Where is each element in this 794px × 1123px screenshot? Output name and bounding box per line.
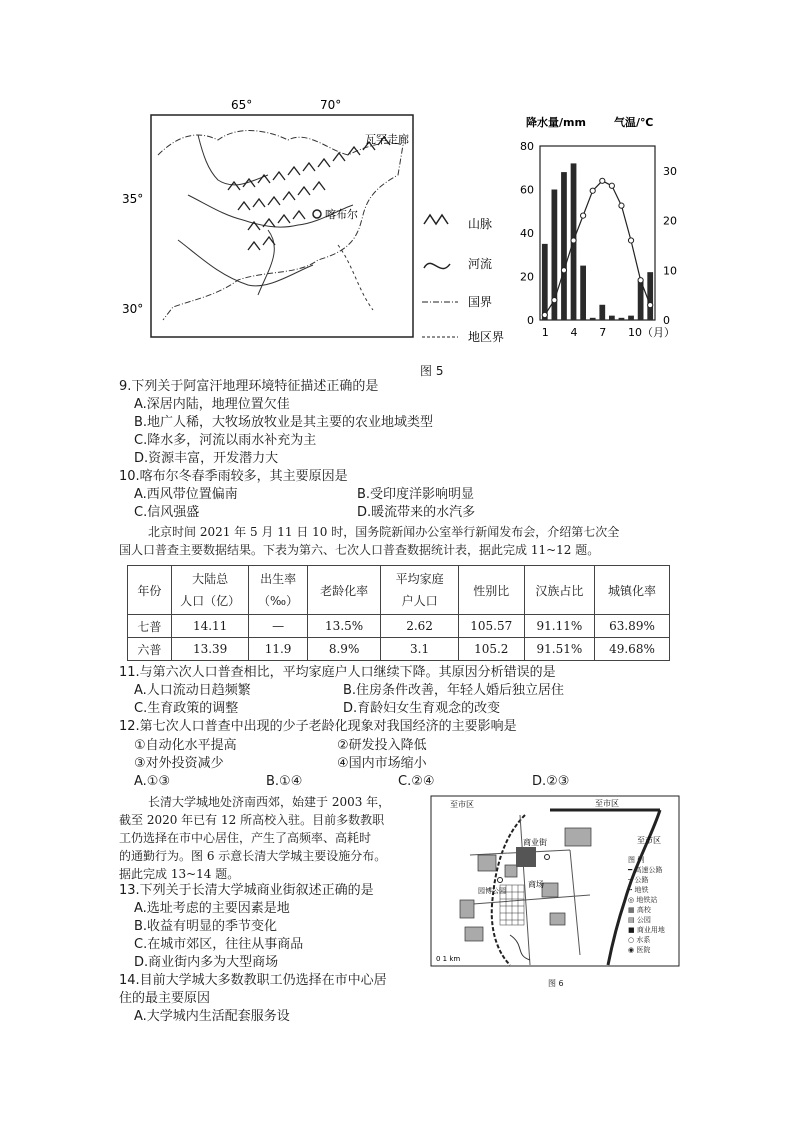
legend-river: 河流	[468, 257, 493, 271]
table-cell: 13.5%	[307, 615, 381, 638]
temp-tick-label: 0	[663, 314, 670, 327]
table-cell: 13.39	[171, 638, 249, 661]
kabul-marker	[313, 210, 321, 218]
legend-hospital: ◉ 医院	[628, 946, 651, 954]
precip-bar	[647, 272, 653, 320]
park-label: 园博公园	[478, 887, 506, 895]
temp-tick-label: 10	[663, 264, 677, 278]
temperature-point	[628, 238, 633, 243]
q9-option-a[interactable]: A.深居内陆，地理位置欠佳	[134, 397, 290, 412]
national-border	[158, 131, 403, 320]
q13-stem: 13.下列关于长清大学城商业街叙述正确的是	[119, 883, 374, 898]
legend-river-icon	[424, 263, 450, 268]
col-header-household-size: 平均家庭 户人口	[381, 566, 458, 615]
month-tick-label: 1	[541, 326, 549, 339]
table-cell: 11.9	[249, 638, 307, 661]
census-intro-line1: 北京时间 2021 年 5 月 11 日 10 时，国务院新闻办公室举行新闻发布会，介绍第七次全	[148, 525, 620, 539]
q11-option-c[interactable]: C.生育政策的调整	[134, 701, 239, 716]
table-cell: 105.2	[458, 638, 524, 661]
temp-tick-label: 20	[663, 214, 677, 228]
q12-item-1: ①自动化水平提高	[134, 738, 237, 753]
univ-intro-line3: 工仍选择在市中心居住，产生了高频率、高耗时	[119, 831, 372, 845]
street-label: 商业街	[523, 838, 547, 847]
q14-stem-line2: 住的最主要原因	[119, 991, 211, 1006]
precip-bar	[561, 172, 567, 320]
region-boundary	[338, 245, 373, 310]
col-header-population: 大陆总 人口（亿）	[171, 566, 249, 615]
table-cell: 3.1	[381, 638, 458, 661]
legend-mountain-icon	[424, 215, 448, 224]
univ-intro-line4: 的通勤行为。图 6 示意长清大学城主要设施分布。	[119, 849, 387, 863]
temperature-point	[552, 298, 557, 303]
q9-option-d[interactable]: D.资源丰富，开发潜力大	[134, 451, 279, 466]
q10-option-c[interactable]: C.信风强盛	[134, 505, 200, 520]
to-city-label-2: 至市区	[595, 799, 619, 808]
commercial-block	[516, 847, 536, 867]
table-cell: 91.11%	[524, 615, 594, 638]
legend-metro-station: ◎ 地铁站	[628, 896, 658, 904]
shop-label: 商场	[528, 880, 544, 889]
q14-stem-line1: 14.目前大学城大多数教职工仍选择在市中心居	[119, 973, 387, 988]
col-header-birth-rate: 出生率 （‰）	[249, 566, 307, 615]
precip-bar	[619, 318, 625, 320]
precip-bar	[609, 316, 615, 320]
q9-option-b[interactable]: B.地广人稀，大牧场放牧业是其主要的农业地域类型	[134, 415, 434, 430]
temperature-point	[590, 188, 595, 193]
legend-mountain: 山脉	[468, 217, 493, 231]
metro-station-icon	[498, 878, 503, 883]
temperature-point	[571, 238, 576, 243]
precip-tick-label: 60	[520, 183, 534, 197]
q12-option-d[interactable]: D.②③	[532, 774, 570, 789]
q12-option-b[interactable]: B.①④	[266, 774, 303, 789]
temp-axis-title: 气温/℃	[614, 116, 654, 129]
q12-option-c[interactable]: C.②④	[398, 774, 435, 789]
river-north	[198, 135, 268, 185]
metro-station-icon	[545, 855, 550, 860]
census-intro-line2: 国人口普查主要数据结果。下表为第六、七次人口普查数据统计表，据此完成 11~12 题。	[119, 543, 600, 557]
table-row	[128, 615, 670, 638]
campus-legend	[628, 855, 688, 955]
q10-stem: 10.喀布尔冬春季雨较多，其主要原因是	[119, 469, 348, 484]
legend-commercial: ■ 商业用地	[628, 926, 665, 934]
q11-option-b[interactable]: B.住房条件改善，年轻人婚后独立居住	[343, 683, 565, 698]
q12-item-4: ④国内市场缩小	[337, 756, 427, 771]
temp-tick-label: 30	[663, 164, 677, 178]
q14-option-a[interactable]: A.大学城内生活配套服务设	[134, 1009, 290, 1024]
table-cell: 七普	[128, 615, 172, 638]
q11-option-d[interactable]: D.育龄妇女生育观念的改变	[343, 701, 501, 716]
to-city-label-1: 至市区	[450, 800, 474, 809]
table-cell: 49.68%	[594, 638, 669, 661]
temperature-point	[619, 203, 624, 208]
q10-option-d[interactable]: D.暖流带来的水汽多	[357, 505, 476, 520]
legend-water: ○ 水系	[628, 936, 651, 944]
lat-label-35: 35°	[122, 192, 144, 206]
col-header-urbanization: 城镇化率	[594, 566, 669, 615]
q10-option-a[interactable]: A.西风带位置偏南	[134, 487, 238, 502]
q9-option-c[interactable]: C.降水多，河流以雨水补充为主	[134, 433, 317, 448]
q13-option-a[interactable]: A.选址考虑的主要因素是地	[134, 901, 290, 916]
table-cell: 六普	[128, 638, 172, 661]
afghanistan-map	[118, 95, 418, 345]
table-cell: 91.51%	[524, 638, 594, 661]
table-cell: —	[249, 615, 307, 638]
q10-option-b[interactable]: B.受印度洋影响明显	[357, 487, 475, 502]
col-header-year: 年份	[128, 566, 172, 615]
precip-bar	[590, 318, 596, 320]
q13-option-c[interactable]: C.在城市郊区，往往从事商品	[134, 937, 304, 952]
wakhan-label: 瓦罕走廊	[365, 133, 409, 146]
climate-chart	[510, 108, 690, 343]
col-header-aging-rate: 老龄化率	[307, 566, 381, 615]
month-tick-label: 4	[570, 326, 578, 339]
precip-tick-label: 80	[520, 140, 534, 153]
legend-university: ▦ 高校	[628, 906, 651, 914]
lat-label-30: 30°	[122, 302, 144, 316]
legend-title: 图 例	[628, 856, 645, 864]
temperature-point	[542, 312, 547, 317]
precip-bar	[580, 266, 586, 320]
table-cell: 8.9%	[307, 638, 381, 661]
col-header-han-share: 汉族占比	[524, 566, 594, 615]
precip-axis-title: 降水量/mm	[526, 116, 586, 129]
map-legend	[420, 210, 505, 345]
temperature-point	[609, 183, 614, 188]
q12-item-2: ②研发投入降低	[337, 738, 427, 753]
temperature-point	[600, 178, 605, 183]
q13-option-d[interactable]: D.商业街内多为大型商场	[134, 955, 279, 970]
temperature-point	[648, 302, 653, 307]
figure5-caption: 图 5	[420, 364, 444, 378]
table-cell: 105.57	[458, 615, 524, 638]
legend-border: 国界	[468, 295, 493, 309]
legend-road: ─ 公路	[628, 876, 649, 884]
legend-region: 地区界	[468, 330, 505, 344]
col-header-sex-ratio: 性别比	[458, 566, 524, 615]
temperature-point	[561, 268, 566, 273]
univ-intro-line1: 长清大学城地处济南西郊，始建于 2003 年，	[148, 795, 391, 809]
legend-park: ▤ 公园	[628, 916, 651, 924]
q12-stem: 12.第七次人口普查中出现的少子老龄化现象对我国经济的主要影响是	[119, 719, 517, 734]
precip-bar	[599, 305, 605, 320]
legend-expressway: ━ 高速公路	[628, 866, 663, 874]
precip-bar	[628, 316, 634, 320]
river-helmand	[178, 240, 313, 286]
table-row	[128, 638, 670, 661]
precip-tick-label: 0	[527, 314, 534, 327]
q12-item-3: ③对外投资减少	[134, 756, 224, 771]
table-cell: 63.89%	[594, 615, 669, 638]
q9-stem: 9.下列关于阿富汗地理环境特征描述正确的是	[119, 379, 379, 394]
precip-tick-label: 20	[520, 270, 534, 284]
to-city-label-3: 至市区	[637, 836, 661, 845]
q13-option-b[interactable]: B.收益有明显的季节变化	[134, 919, 278, 934]
q11-option-a[interactable]: A.人口流动日趋频繁	[134, 683, 251, 698]
scale-label: 0 1 km	[436, 955, 461, 963]
temperature-line	[545, 181, 650, 315]
precip-tick-label: 40	[520, 227, 534, 240]
month-tick-label: 10（月）	[628, 326, 676, 339]
lon-label-65: 65°	[231, 98, 253, 112]
table-header-row	[128, 566, 670, 615]
census-table	[127, 565, 670, 661]
univ-intro-line2: 截至 2020 年已有 12 所高校入驻。目前多数教职	[119, 813, 385, 827]
month-tick-label: 7	[599, 326, 607, 339]
water	[510, 935, 530, 960]
legend-metro: ┅ 地铁	[628, 886, 649, 894]
temperature-point	[638, 278, 643, 283]
figure6-caption: 图 6	[548, 979, 564, 988]
univ-intro-line5: 据此完成 13~14 题。	[119, 867, 240, 881]
table-cell: 2.62	[381, 615, 458, 638]
table-cell: 14.11	[171, 615, 249, 638]
lon-label-70: 70°	[320, 98, 342, 112]
mountain-range	[228, 137, 390, 250]
kabul-label: 喀布尔	[325, 208, 358, 221]
precip-bar	[542, 244, 548, 320]
q12-option-a[interactable]: A.①③	[134, 774, 171, 789]
q11-stem: 11.与第六次人口普查相比，平均家庭户人口继续下降。其原因分析错误的是	[119, 665, 556, 680]
temperature-point	[581, 213, 586, 218]
